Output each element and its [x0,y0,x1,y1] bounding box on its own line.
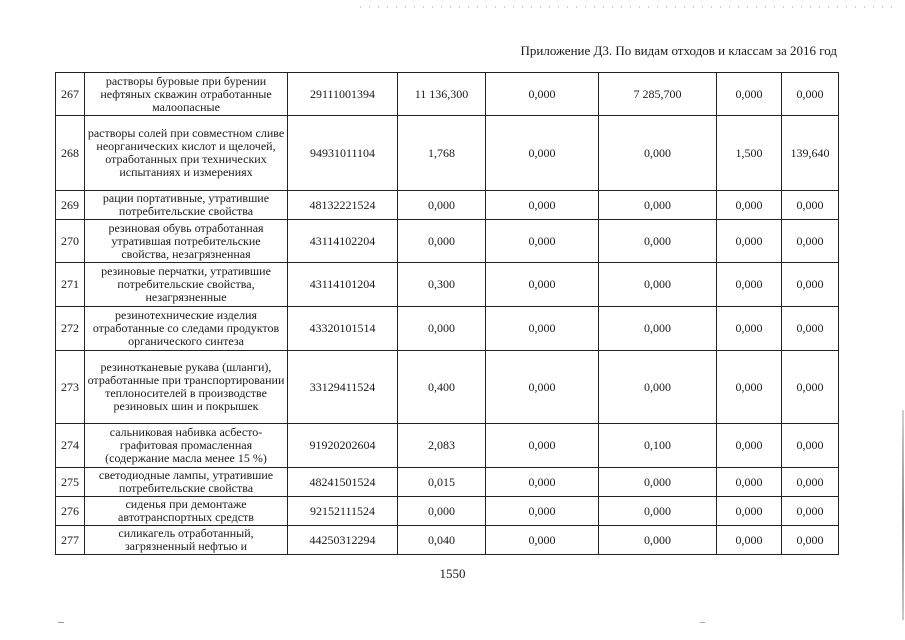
value-cell: 0,000 [782,351,839,424]
value-cell: 7 285,700 [599,73,717,116]
scan-artifact-edge [902,410,904,620]
value-cell: 0,000 [486,116,599,191]
value-cell: 0,100 [599,424,717,468]
waste-name: резиновые перчатки, утратившие потребительские свойства, незагрязненные [85,263,288,307]
waste-name: сальниковая набивка асбесто-графитовая промасленная (содержание масла менее 15 %) [85,424,288,468]
row-number: 267 [56,73,85,116]
value-cell: 0,000 [486,468,599,497]
value-cell: 139,640 [782,116,839,191]
value-cell: 11 136,300 [398,73,486,116]
row-number: 277 [56,526,85,555]
row-number: 275 [56,468,85,497]
value-cell: 0,000 [486,307,599,351]
value-cell: 0,000 [782,424,839,468]
waste-code: 91920202604 [288,424,398,468]
value-cell: 0,000 [486,220,599,263]
row-number: 272 [56,307,85,351]
value-cell: 0,000 [486,191,599,220]
value-cell: 0,000 [486,424,599,468]
value-cell: 0,000 [599,116,717,191]
row-number: 276 [56,497,85,526]
waste-code: 48241501524 [288,468,398,497]
waste-table [55,72,839,555]
waste-code: 94931011104 [288,116,398,191]
value-cell: 0,000 [717,351,782,424]
value-cell: 0,000 [717,497,782,526]
value-cell: 0,000 [599,351,717,424]
value-cell: 0,000 [717,220,782,263]
value-cell: 0,000 [717,526,782,555]
value-cell: 0,000 [398,307,486,351]
value-cell: 0,000 [599,307,717,351]
value-cell: 0,000 [599,191,717,220]
waste-name: силикагель отработанный, загрязненный нефтью и [85,526,288,555]
value-cell: 0,000 [398,220,486,263]
row-number: 271 [56,263,85,307]
value-cell: 0,000 [486,73,599,116]
value-cell: 0,000 [782,526,839,555]
scan-artifact-mark [58,622,64,623]
value-cell: 0,000 [398,497,486,526]
waste-code: 92152111524 [288,497,398,526]
value-cell: 0,000 [782,468,839,497]
waste-code: 43114101204 [288,263,398,307]
value-cell: 1,500 [717,116,782,191]
table-row [56,424,839,468]
row-number: 274 [56,424,85,468]
value-cell: 0,000 [599,220,717,263]
value-cell: 0,400 [398,351,486,424]
page-header: Приложение Д3. По видам отходов и классам за 2016 год [520,43,837,58]
waste-code: 29111001394 [288,73,398,116]
value-cell: 0,000 [486,497,599,526]
table-row [56,116,839,191]
waste-name: рации портативные, утратившие потребительские свойства [85,191,288,220]
waste-name: растворы буровые при бурении нефтяных скважин отработанные малоопасные [85,73,288,116]
value-cell: 0,000 [486,263,599,307]
scan-artifact-dots [360,6,900,8]
value-cell: 0,000 [717,263,782,307]
value-cell: 0,000 [782,220,839,263]
waste-code: 43114102204 [288,220,398,263]
table-row [56,191,839,220]
value-cell: 0,000 [782,191,839,220]
waste-code: 33129411524 [288,351,398,424]
table-row [56,468,839,497]
value-cell: 0,000 [717,73,782,116]
waste-name: резинотехнические изделия отработанные со следами продуктов органического синтеза [85,307,288,351]
value-cell: 0,300 [398,263,486,307]
scan-artifact-mark [700,622,705,623]
value-cell: 0,000 [717,191,782,220]
value-cell: 0,015 [398,468,486,497]
value-cell: 0,000 [782,263,839,307]
row-number: 269 [56,191,85,220]
table-row [56,307,839,351]
table-row [56,526,839,555]
waste-code: 43320101514 [288,307,398,351]
value-cell: 0,000 [717,307,782,351]
row-number: 270 [56,220,85,263]
value-cell: 0,040 [398,526,486,555]
row-number: 273 [56,351,85,424]
value-cell: 0,000 [599,468,717,497]
value-cell: 0,000 [782,73,839,116]
table-row [56,220,839,263]
row-number: 268 [56,116,85,191]
value-cell: 0,000 [486,526,599,555]
value-cell: 0,000 [486,351,599,424]
value-cell: 0,000 [398,191,486,220]
waste-code: 44250312294 [288,526,398,555]
value-cell: 0,000 [599,263,717,307]
table-row [56,263,839,307]
table-row [56,497,839,526]
value-cell: 0,000 [599,497,717,526]
value-cell: 0,000 [782,307,839,351]
page-number: 1550 [439,566,466,581]
value-cell: 2,083 [398,424,486,468]
value-cell: 0,000 [717,468,782,497]
value-cell: 0,000 [782,497,839,526]
table-row [56,351,839,424]
waste-name: резиновая обувь отработанная утратившая потребительские свойства, незагрязненная [85,220,288,263]
table-row [56,73,839,116]
waste-name: резинотканевые рукава (шланги), отработанные при транспортировании теплоносителей в производстве резиновых шин и покрышек [85,351,288,424]
waste-code: 48132221524 [288,191,398,220]
value-cell: 0,000 [599,526,717,555]
waste-name: растворы солей при совместном сливе неорганических кислот и щелочей, отработанных при технических испытаниях и измерениях [85,116,288,191]
waste-name: светодиодные лампы, утратившие потребительские свойства [85,468,288,497]
value-cell: 1,768 [398,116,486,191]
value-cell: 0,000 [717,424,782,468]
waste-name: сиденья при демонтаже автотранспортных средств [85,497,288,526]
